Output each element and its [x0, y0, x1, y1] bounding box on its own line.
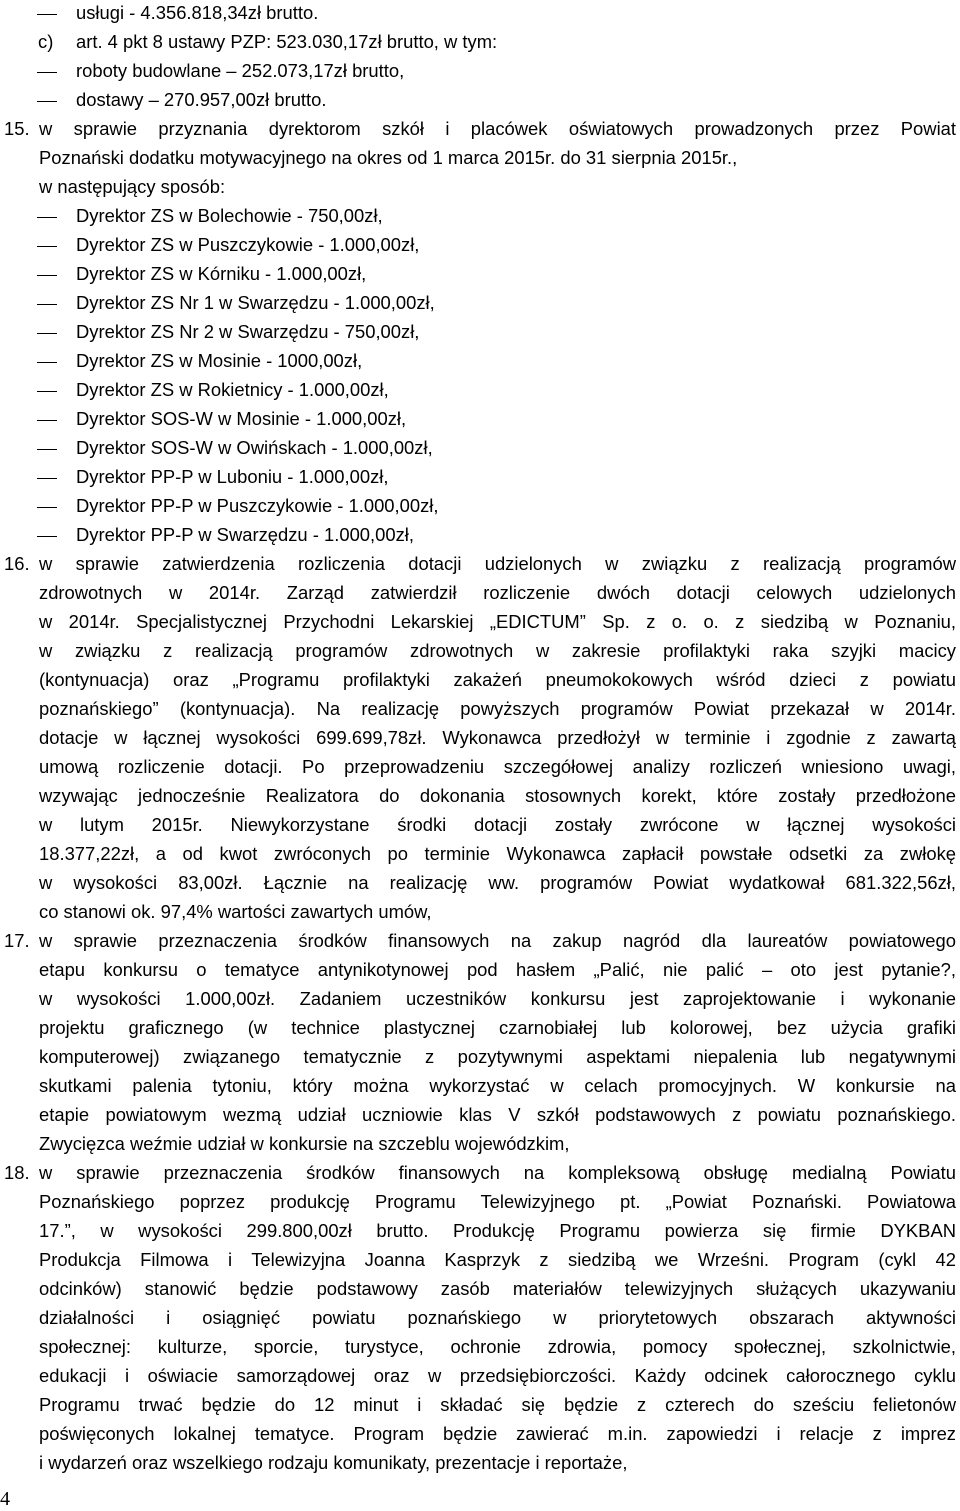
- paragraph-line: etapie powiatowym wezmą udział uczniowie klas V szkół podstawowych z powiatu poznańskiego.: [39, 1104, 956, 1125]
- list-item: Dyrektor ZS w Mosinie - 1000,00zł,: [76, 350, 363, 371]
- paragraph-line: w wysokości 83,00zł. Łącznie na realizację ww. programów Powiat wydatkował 681.322,56zł,: [39, 872, 956, 893]
- paragraph-line: Poznańskiego poprzez produkcję Programu Telewizyjnego pt. „Powiat Poznański. Powiatowa: [39, 1191, 956, 1212]
- paragraph-line: zdrowotnych w 2014r. Zarząd zatwierdził rozliczenie dwóch dotacji celowych udzielonych: [39, 582, 956, 603]
- list-item: Dyrektor ZS Nr 2 w Swarzędzu - 750,00zł,: [76, 321, 420, 342]
- paragraph-line: poznańskiego” (kontynuacja). Na realizację powyższych programów Powiat przekazał w 2014r.: [39, 698, 956, 719]
- paragraph-line: i wydarzeń oraz wszelkiego rodzaju komunikaty, prezentacje i reportaże,: [39, 1452, 628, 1473]
- paragraph-line: edukacji i oświacie samorządowej oraz w przedsiębiorczości. Każdy odcinek całorocznego cyklu: [39, 1365, 956, 1386]
- item-number: 15.: [4, 118, 30, 139]
- paragraph-line: Produkcja Filmowa i Telewizyjna Joanna Kasprzyk z siedzibą we Wrześni. Program (cykl 42: [39, 1249, 956, 1270]
- paragraph-line: skutkami palenia tytoniu, który można wykorzystać w celach promocyjnych. W konkursie na: [39, 1075, 956, 1096]
- bullet-dash: [37, 391, 57, 392]
- bullet-dash: [37, 478, 57, 479]
- bullet-dash: [37, 14, 57, 15]
- bullet-dash: [37, 101, 57, 102]
- list-item: Dyrektor PP-P w Luboniu - 1.000,00zł,: [76, 466, 389, 487]
- item-number: 18.: [4, 1162, 30, 1183]
- bullet-dash: [37, 420, 57, 421]
- paragraph-line: działalności i osiągnięć powiatu poznańskiego w priorytetowych obszarach aktywności: [39, 1307, 956, 1328]
- list-item: Dyrektor ZS Nr 1 w Swarzędzu - 1.000,00zł,: [76, 292, 435, 313]
- paragraph-line: (kontynuacja) oraz „Programu profilaktyki zakażeń pneumokokowych wśród dzieci z powiatu: [39, 669, 956, 690]
- paragraph-line: etapu konkursu o tematyce antynikotynowej pod hasłem „Palić, nie palić – oto jest pytanie?,: [39, 959, 956, 980]
- list-item: Dyrektor ZS w Rokietnicy - 1.000,00zł,: [76, 379, 389, 400]
- paragraph-line: poświęconych lokalnej tematyce. Program będzie zawierać m.in. zapowiedzi i relacje z imprez: [39, 1423, 956, 1444]
- paragraph-line: dotacje w łącznej wysokości 699.699,78zł. Wykonawca przedłożył w terminie i zgodnie z zawartą: [39, 727, 956, 748]
- paragraph-line: w sprawie przeznaczenia środków finansowych na kompleksową obsługę medialną Powiatu: [39, 1162, 956, 1183]
- bullet-dash: [37, 246, 57, 247]
- paragraph-line: 17.”, w wysokości 299.800,00zł brutto. Produkcję Programu powierza się firmie DYKBAN: [39, 1220, 956, 1241]
- list-marker: c): [38, 31, 54, 52]
- page-number: 4: [0, 1488, 10, 1510]
- list-item: art. 4 pkt 8 ustawy PZP: 523.030,17zł brutto, w tym:: [76, 31, 498, 52]
- paragraph-line: komputerowej) związanego tematycznie z pozytywnymi aspektami niepalenia lub negatywnymi: [39, 1046, 956, 1067]
- paragraph-line: w następujący sposób:: [39, 176, 226, 197]
- list-item: Dyrektor SOS-W w Mosinie - 1.000,00zł,: [76, 408, 407, 429]
- list-item: Dyrektor SOS-W w Owińskach - 1.000,00zł,: [76, 437, 433, 458]
- list-item: dostawy – 270.957,00zł brutto.: [76, 89, 327, 110]
- bullet-dash: [37, 333, 57, 334]
- list-item: Dyrektor ZS w Puszczykowie - 1.000,00zł,: [76, 234, 420, 255]
- paragraph-line: co stanowi ok. 97,4% wartości zawartych umów,: [39, 901, 432, 922]
- paragraph-line: w 2014r. Specjalistycznej Przychodni Lekarskiej „EDICTUM” Sp. z o. o. z siedzibą w Poznaniu,: [39, 611, 956, 632]
- bullet-dash: [37, 275, 57, 276]
- paragraph-line: w sprawie przeznaczenia środków finansowych na zakup nagród dla laureatów powiatowego: [39, 930, 956, 951]
- paragraph-line: w związku z realizacją programów zdrowotnych w zakresie profilaktyki raka szyjki macicy: [39, 640, 956, 661]
- paragraph-line: umową rozliczenie dotacji. Po przeprowadzeniu szczegółowej analizy rozliczeń wniesiono uwagi,: [39, 756, 956, 777]
- paragraph-line: w wysokości 1.000,00zł. Zadaniem uczestników konkursu jest zaprojektowanie i wykonanie: [39, 988, 956, 1009]
- paragraph-line: w lutym 2015r. Niewykorzystane środki dotacji zostały zwrócone w łącznej wysokości: [39, 814, 956, 835]
- paragraph-line: w sprawie zatwierdzenia rozliczenia dotacji udzielonych w związku z realizacją programów: [39, 553, 956, 574]
- paragraph-line: w sprawie przyznania dyrektorom szkół i placówek oświatowych prowadzonych przez Powiat: [39, 118, 956, 139]
- paragraph-line: Zwycięzca weźmie udział w konkursie na szczeblu wojewódzkim,: [39, 1133, 570, 1154]
- bullet-dash: [37, 217, 57, 218]
- item-number: 16.: [4, 553, 30, 574]
- list-item: Dyrektor PP-P w Puszczykowie - 1.000,00zł,: [76, 495, 439, 516]
- paragraph-line: projektu graficznego (w technice plastycznej czarnobiałej lub kolorowej, bez użycia grafiki: [39, 1017, 956, 1038]
- list-item: Dyrektor PP-P w Swarzędzu - 1.000,00zł,: [76, 524, 414, 545]
- list-item: Dyrektor ZS w Kórniku - 1.000,00zł,: [76, 263, 367, 284]
- bullet-dash: [37, 304, 57, 305]
- bullet-dash: [37, 72, 57, 73]
- paragraph-line: społecznej: kulturze, sporcie, turystyce, ochronie zdrowia, pomocy społecznej, szkolnictwie,: [39, 1336, 956, 1357]
- bullet-dash: [37, 362, 57, 363]
- paragraph-line: 18.377,22zł, a od kwot zwróconych po terminie Wykonawca zapłacił powstałe odsetki za zwłokę: [39, 843, 956, 864]
- paragraph-line: Programu trwać będzie do 12 minut i składać się będzie z czterech do sześciu felietonów: [39, 1394, 956, 1415]
- list-item: Dyrektor ZS w Bolechowie - 750,00zł,: [76, 205, 383, 226]
- list-item: usługi - 4.356.818,34zł brutto.: [76, 2, 319, 23]
- paragraph-line: Poznański dodatku motywacyjnego na okres od 1 marca 2015r. do 31 sierpnia 2015r.,: [39, 147, 738, 168]
- paragraph-line: odcinków) stanowić będzie podstawowy zasób materiałów telewizyjnych służących ukazywaniu: [39, 1278, 956, 1299]
- item-number: 17.: [4, 930, 30, 951]
- bullet-dash: [37, 449, 57, 450]
- paragraph-line: wzywając jednocześnie Realizatora do dokonania stosownych korekt, które zostały przedłożone: [39, 785, 956, 806]
- list-item: roboty budowlane – 252.073,17zł brutto,: [76, 60, 405, 81]
- bullet-dash: [37, 536, 57, 537]
- bullet-dash: [37, 507, 57, 508]
